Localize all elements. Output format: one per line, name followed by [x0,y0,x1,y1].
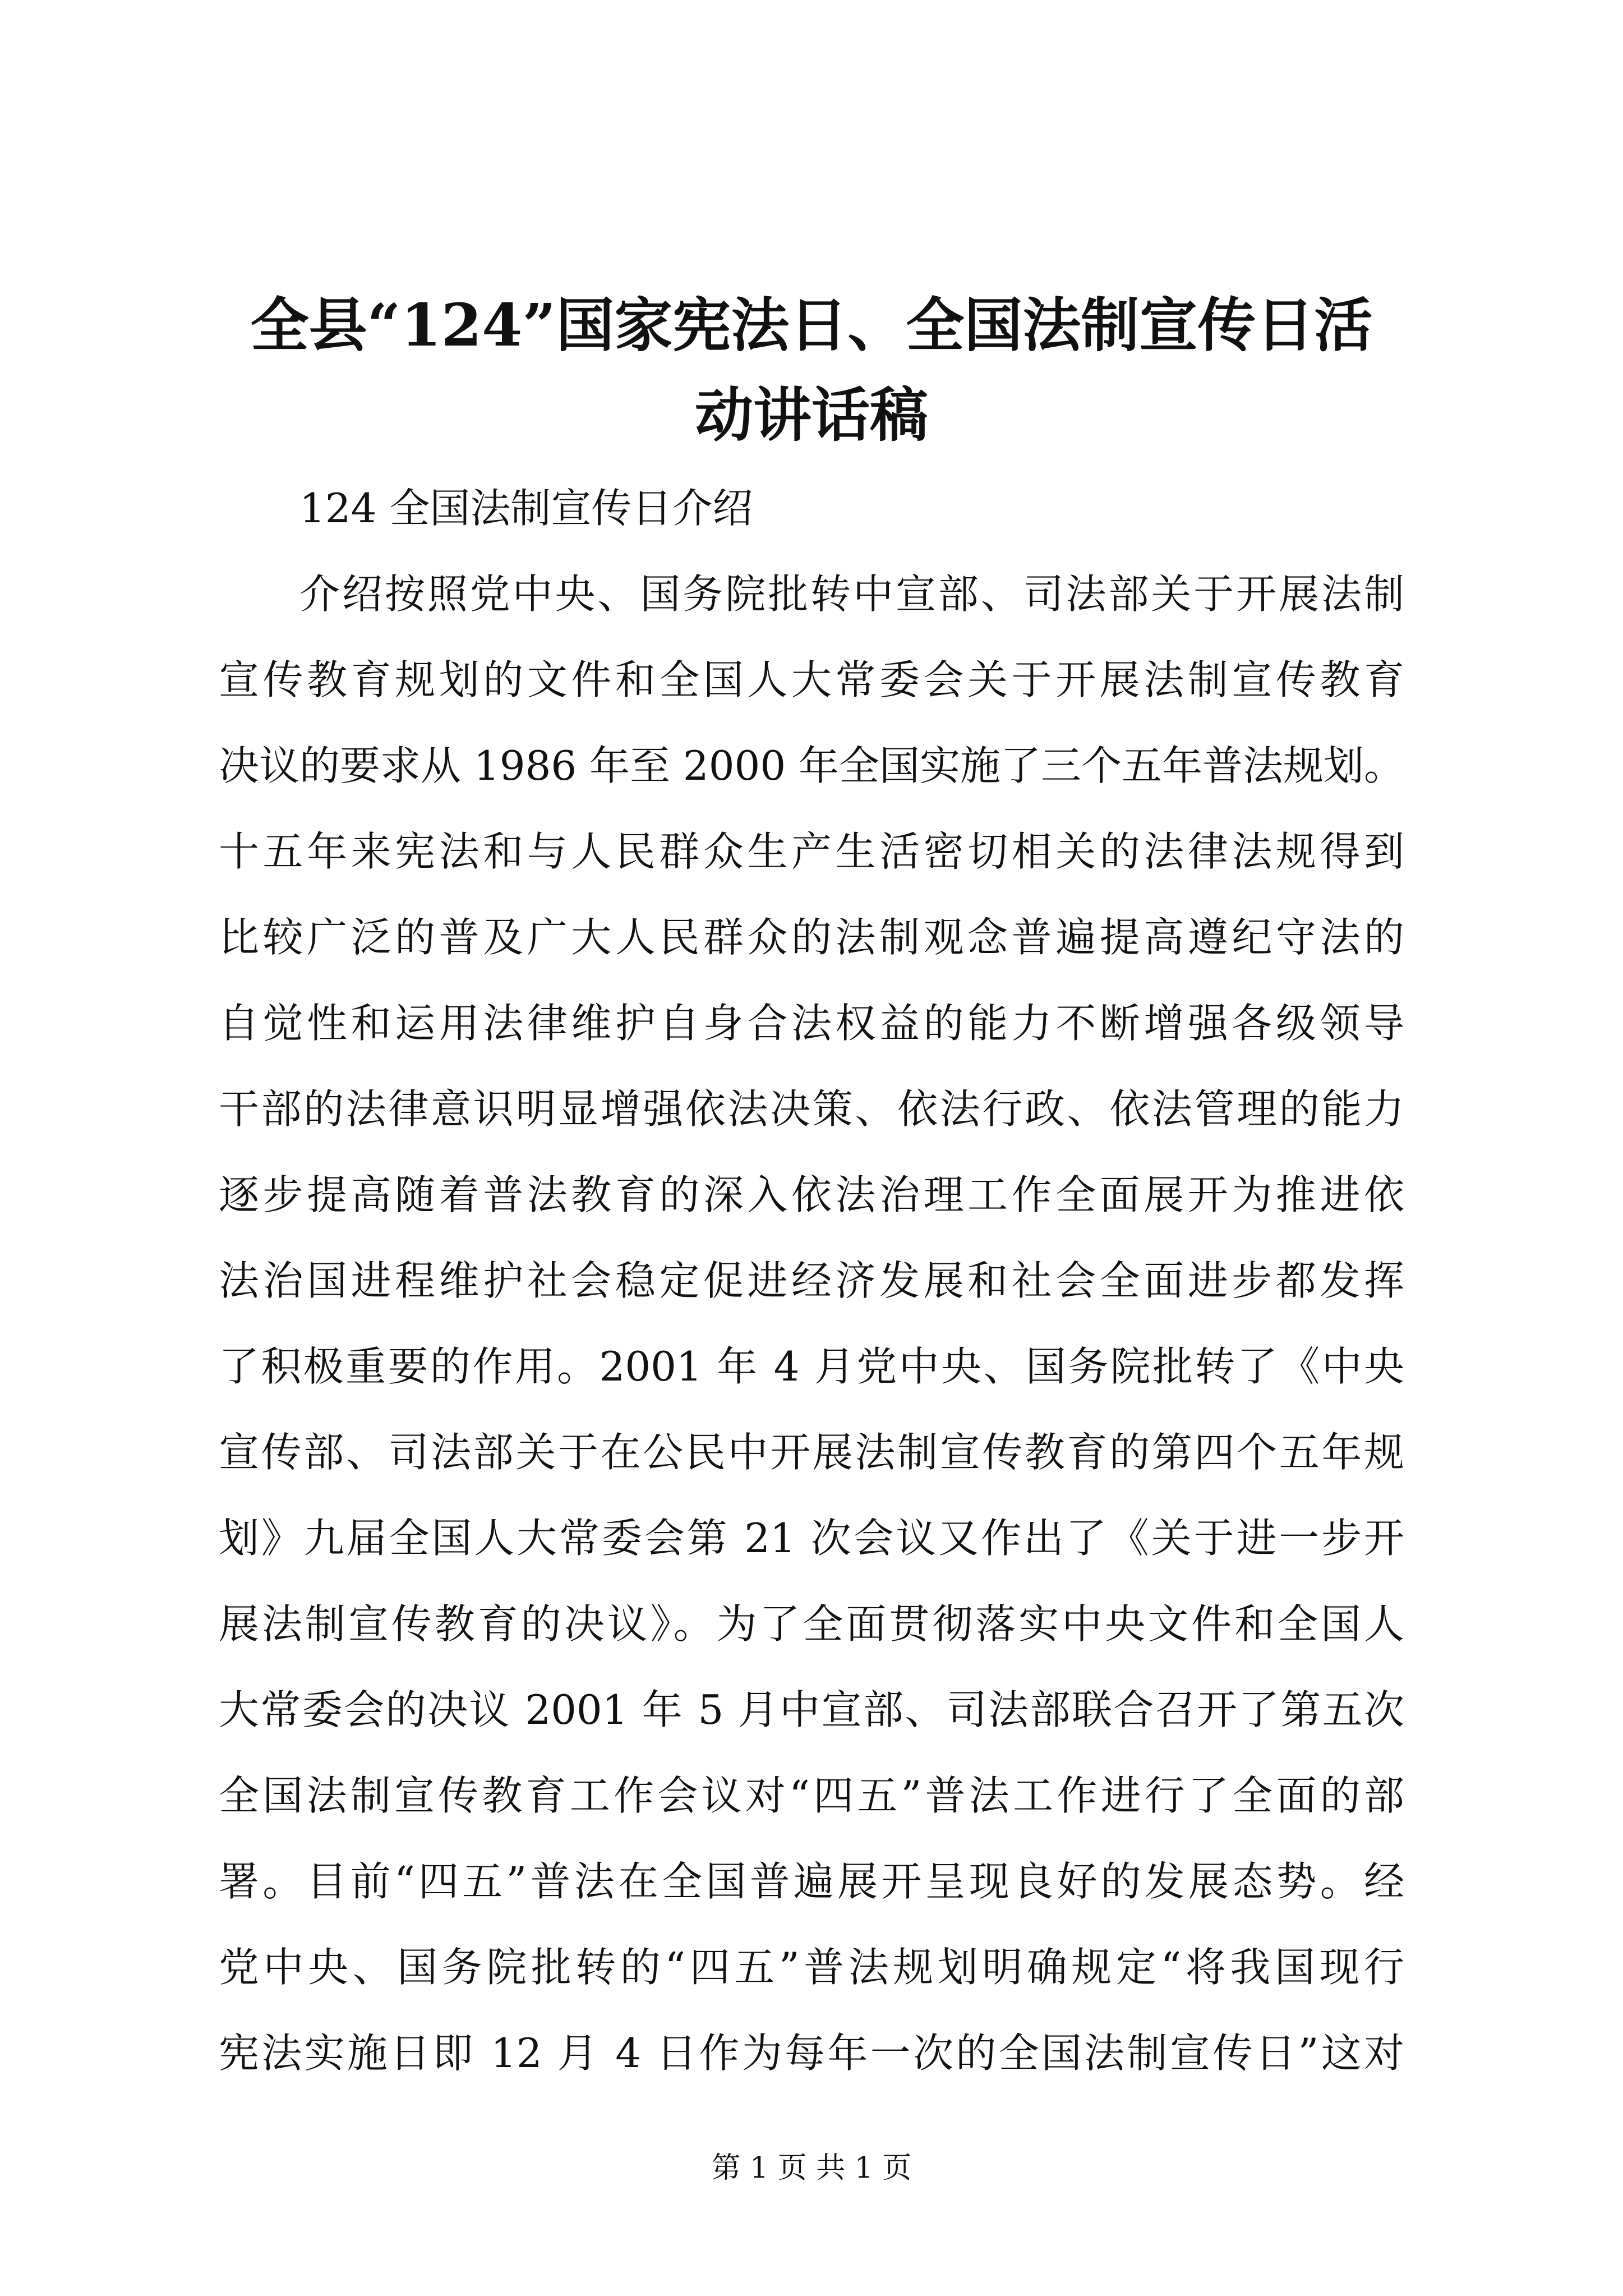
body-line: 全国法制宣传教育工作会议对“四五”普法工作进行了全面的部 [219,1772,1404,1819]
document-body [219,466,1404,2096]
body-line: 划》九届全国人大常委会第 21 次会议又作出了《关于进一步开 [219,1515,1404,1562]
document-title [213,280,1410,460]
body-line: 十五年来宪法和与人民群众生产生活密切相关的法律法规得到 [219,828,1404,875]
body-line: 法治国进程维护社会稳定促进经济发展和社会全面进步都发挥 [219,1257,1404,1304]
body-line: 署。目前“四五”普法在全国普遍展开呈现良好的发展态势。经 [219,1858,1404,1905]
subheading: 124 全国法制宣传日介绍 [299,485,753,532]
body-line: 比较广泛的普及广大人民群众的法制观念普遍提高遵纪守法的 [219,914,1404,961]
body-line: 自觉性和运用法律维护自身合法权益的能力不断增强各级领导 [219,1000,1404,1047]
body-line: 逐步提高随着普法教育的深入依法治理工作全面展开为推进依 [219,1171,1404,1218]
page-footer: 第 1 页 共 1 页 [711,2151,912,2185]
body-line: 决议的要求从 1986 年至 2000 年全国实施了三个五年普法规划。 [219,742,1404,789]
body-line: 了积极重要的作用。2001 年 4 月党中央、国务院批转了《中央 [219,1343,1404,1390]
body-line: 干部的法律意识明显增强依法决策、依法行政、依法管理的能力 [219,1085,1404,1133]
title-line-1: 全县“124”国家宪法日、全国法制宣传日活 [250,291,1373,360]
body-line: 大常委会的决议 2001 年 5 月中宣部、司法部联合召开了第五次 [219,1686,1404,1733]
body-line: 党中央、国务院批转的“四五”普法规划明确规定“将我国现行 [219,1944,1404,1991]
title-line-2: 动讲话稿 [694,380,928,449]
body-line: 宪法实施日即 12 月 4 日作为每年一次的全国法制宣传日”这对 [219,2030,1404,2077]
body-line: 展法制宣传教育的决议》。为了全面贯彻落实中央文件和全国人 [219,1600,1404,1648]
body-line: 宣传教育规划的文件和全国人大常委会关于开展法制宣传教育 [219,656,1404,703]
body-line: 宣传部、司法部关于在公民中开展法制宣传教育的第四个五年规 [219,1429,1404,1476]
body-line: 介绍按照党中央、国务院批转中宣部、司法部关于开展法制 [299,570,1404,618]
